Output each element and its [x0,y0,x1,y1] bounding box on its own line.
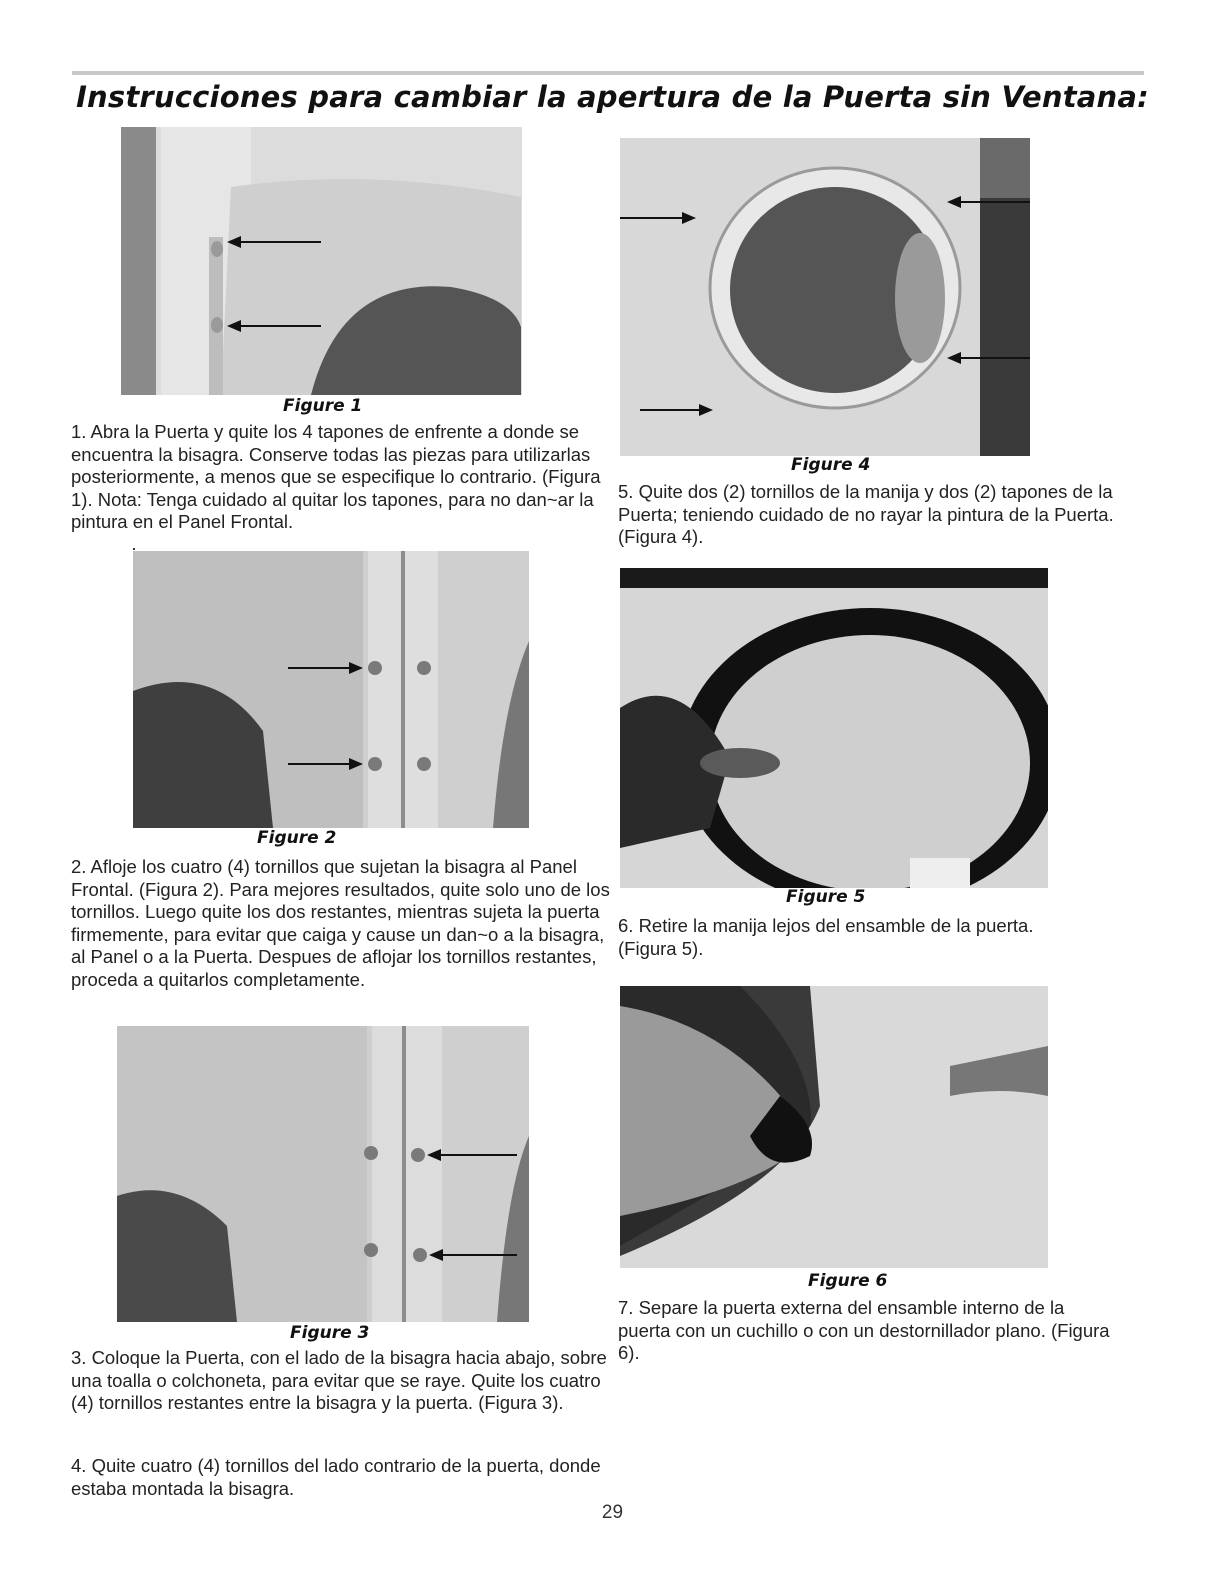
step-4-text: 4. Quite cuatro (4) tornillos del lado contrario de la puerta, donde estaba montada la bisagra. [71,1455,601,1499]
figure-2-photo [133,551,529,828]
header-rule [72,71,1144,75]
figure-3-photo [117,1026,529,1322]
figure-6-caption: Figure 6 [808,1271,888,1291]
page-number: 29 [601,1502,624,1523]
figure-4-caption: Figure 4 [791,455,871,475]
figure-6-photo [620,986,1048,1268]
page-title: Instrucciones para cambiar la apertura de la Puerta sin Ventana: [76,80,1149,114]
figure-3-caption: Figure 3 [290,1323,370,1343]
step-5-text: 5. Quite dos (2) tornillos de la manija y dos (2) tapones de la Puerta; teniendo cuidado de no rayar la pintura de la Puerta. (Figura 4). [618,481,1114,547]
figure-4-photo [620,138,1030,456]
figure-5-photo [620,568,1048,888]
figure-5-caption: Figure 5 [786,887,866,907]
figure-1-photo [121,127,522,395]
step-7-text: 7. Separe la puerta externa del ensamble interno de la puerta con un cuchillo o con un destornillador plano. (Figura 6). [618,1297,1110,1363]
figure-1-caption: Figure 1 [283,396,363,416]
figure-2-caption: Figure 2 [257,828,337,848]
step-2-text: 2. Afloje los cuatro (4) tornillos que sujetan la bisagra al Panel Frontal. (Figura 2). Para mejores resultados, quite solo uno de los tornillos. Luego quite los dos restantes, mientras sujeta la puerta firmemente, para evitar que caiga y cause un dan~o a la bisagra, al Panel o a la Puerta. Despues de aflojar los tornillos restantes, proceda a quitarlos completamente. [71,856,610,990]
step-1-text: 1. Abra la Puerta y quite los 4 tapones de enfrente a donde se encuentra la bisagra. Conserve todas las piezas para utilizarlas posteriormente, a menos que se especifique lo contrario. (Figura 1). Nota: Tenga cuidado al quitar los tapones, para no dan~ar la pintura en el Panel Frontal. [71,421,601,532]
step-6-text: 6. Retire la manija lejos del ensamble de la puerta. (Figura 5). [618,915,1034,959]
step-3-text: 3. Coloque la Puerta, con el lado de la bisagra hacia abajo, sobre una toalla o colchoneta, para evitar que se raye. Quite los cuatro (4) tornillos restantes entre la bisagra y la puerta. (Figura 3). [71,1347,607,1413]
stray-mark [133,548,135,550]
